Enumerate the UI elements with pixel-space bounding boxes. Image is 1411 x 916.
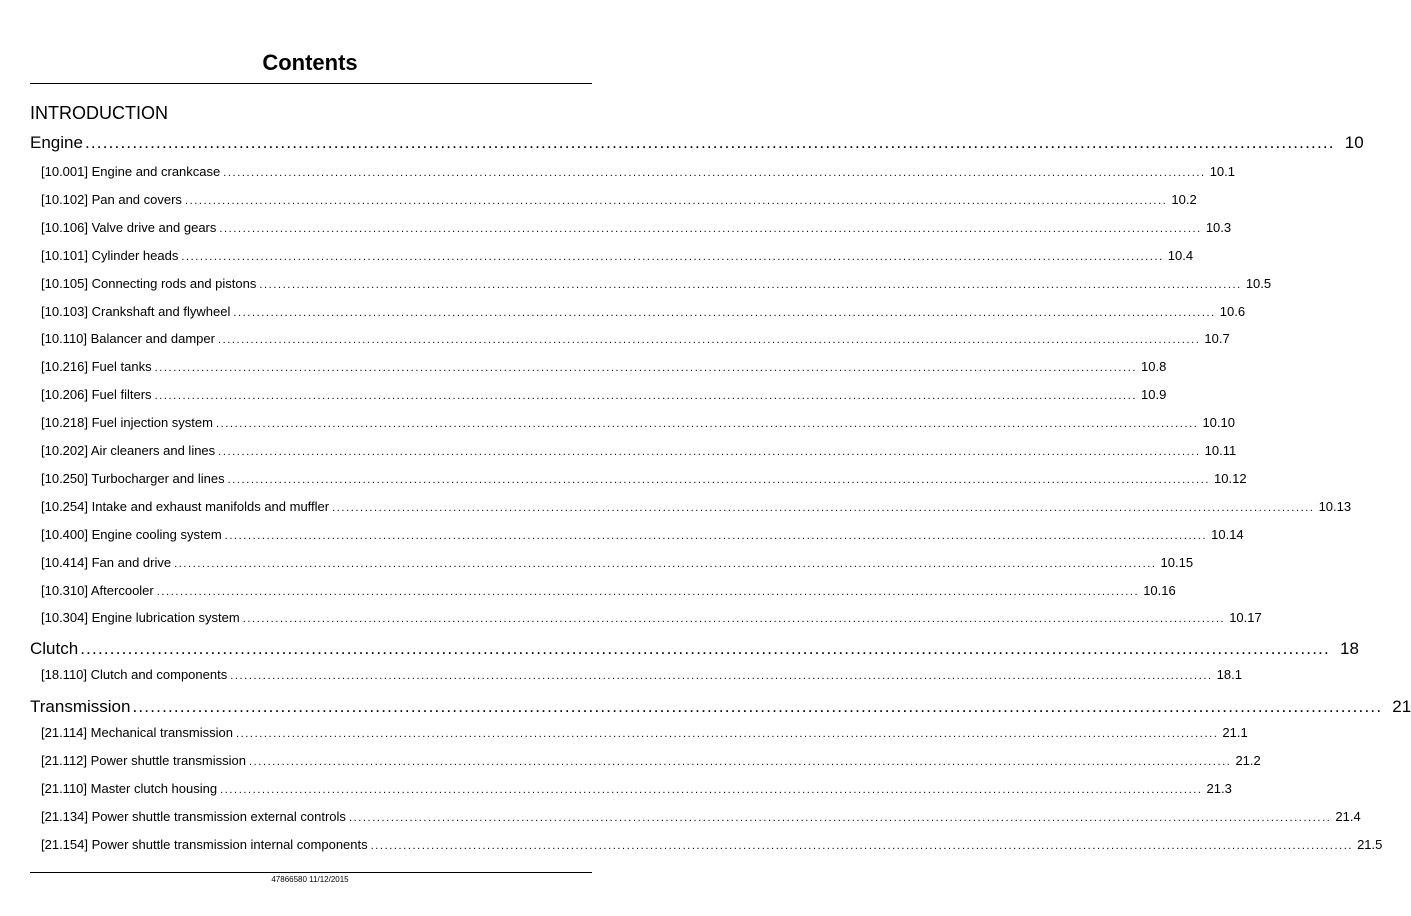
toc-entry-page: 10.4 bbox=[1167, 247, 1194, 263]
toc-entry-label: [10.414] Fan and drive bbox=[41, 554, 172, 570]
leader-dots: ................................................................................................................................................................................................................... bbox=[230, 670, 1213, 682]
toc-section[interactable] bbox=[30, 133, 1364, 153]
toc-entry[interactable] bbox=[41, 836, 1383, 852]
leader-dots: ................................................................................................................................................................................................................... bbox=[370, 839, 1354, 852]
toc-entry-page: 10.2 bbox=[1171, 191, 1197, 207]
toc-entry[interactable] bbox=[41, 498, 1352, 514]
toc-entry-label: [18.110] Clutch and components bbox=[41, 667, 228, 682]
toc-entry-label: [10.105] Connecting rods and pistons bbox=[41, 275, 257, 291]
toc-entry-page: 10.17 bbox=[1229, 610, 1262, 626]
toc-entry-page: 10.8 bbox=[1141, 359, 1167, 375]
toc-entry-page: 10.13 bbox=[1318, 498, 1352, 514]
toc-entry-label: [10.103] Crankshaft and flywheel bbox=[41, 303, 231, 319]
leader-dots: ................................................................................................................................................................................................................... bbox=[84, 133, 1335, 152]
toc-entry[interactable] bbox=[41, 667, 1242, 682]
toc-entry-label: [10.206] Fuel filters bbox=[41, 387, 152, 403]
toc-entry[interactable] bbox=[41, 359, 1167, 375]
toc-entry-label: [21.114] Mechanical transmission bbox=[41, 725, 233, 740]
toc-entry-page: 10.9 bbox=[1141, 387, 1167, 403]
toc-entry-page: 21.2 bbox=[1235, 752, 1261, 768]
toc-entry[interactable] bbox=[41, 331, 1230, 347]
toc-entry-page: 21.4 bbox=[1335, 808, 1361, 824]
leader-dots: ................................................................................................................................................................................................................... bbox=[233, 306, 1216, 319]
leader-dots: ................................................................................................................................................................................................................... bbox=[215, 418, 1199, 431]
leader-dots: ................................................................................................................................................................................................................... bbox=[217, 334, 1201, 347]
toc-entry-label: [21.112] Power shuttle transmission bbox=[41, 752, 246, 768]
leader-dots: ................................................................................................................................................................................................................... bbox=[219, 222, 1202, 235]
toc-entry-label: [10.110] Balancer and damper bbox=[41, 331, 215, 347]
toc-entry[interactable] bbox=[41, 752, 1261, 768]
leader-dots: ................................................................................................................................................................................................................... bbox=[220, 783, 1203, 796]
toc-entry-page: 10.1 bbox=[1209, 164, 1236, 179]
toc-entry-label: [10.101] Cylinder heads bbox=[41, 247, 179, 263]
toc-entry-label: [10.218] Fuel injection system bbox=[41, 415, 213, 431]
toc-entry-label: [21.110] Master clutch housing bbox=[41, 780, 218, 796]
toc-section[interactable] bbox=[30, 697, 1411, 717]
toc-entry-label: [21.154] Power shuttle transmission internal components bbox=[41, 836, 368, 852]
toc-section-label: Transmission bbox=[30, 697, 131, 716]
leader-dots: ................................................................................................................................................................................................................... bbox=[259, 278, 1242, 291]
leader-dots: ................................................................................................................................................................................................................... bbox=[235, 728, 1219, 740]
leader-dots: ................................................................................................................................................................................................................... bbox=[248, 755, 1232, 768]
toc-entry-label: [10.106] Valve drive and gears bbox=[41, 219, 217, 235]
toc-entry[interactable] bbox=[41, 219, 1232, 235]
toc-entry-label: [10.400] Engine cooling system bbox=[41, 526, 222, 542]
toc-entry[interactable] bbox=[41, 443, 1237, 458]
toc-entry[interactable] bbox=[41, 191, 1197, 207]
footer-rule bbox=[30, 872, 592, 873]
leader-dots: ................................................................................................................................................................................................................... bbox=[224, 529, 1208, 542]
toc-entry-label: [10.310] Aftercooler bbox=[41, 582, 154, 598]
leader-dots: ................................................................................................................................................................................................................... bbox=[132, 697, 1383, 716]
toc-entry-label: [21.134] Power shuttle transmission external controls bbox=[41, 808, 346, 824]
leader-dots: ................................................................................................................................................................................................................... bbox=[154, 362, 1138, 375]
toc-entry[interactable] bbox=[41, 808, 1361, 824]
toc-section-label: Engine bbox=[30, 133, 83, 152]
toc-entry-page: 10.11 bbox=[1204, 443, 1237, 458]
toc-entry-page: 10.3 bbox=[1205, 219, 1232, 235]
toc-section-page: 10 bbox=[1344, 133, 1364, 152]
toc-entry-page: 10.16 bbox=[1143, 582, 1176, 598]
toc-entry-page: 18.1 bbox=[1216, 667, 1242, 682]
toc-section-page: 21 bbox=[1392, 697, 1411, 716]
leader-dots: ................................................................................................................................................................................................................... bbox=[218, 446, 1201, 458]
toc-entry[interactable] bbox=[41, 526, 1244, 542]
footer-doc-id: 47866580 11/12/2015 bbox=[271, 875, 349, 884]
toc-entry[interactable] bbox=[41, 610, 1262, 626]
toc-entry-label: [10.001] Engine and crankcase bbox=[41, 164, 221, 179]
toc-entry[interactable] bbox=[41, 164, 1236, 179]
toc-entry-label: [10.250] Turbocharger and lines bbox=[41, 470, 225, 486]
page-title: Contents bbox=[262, 50, 358, 75]
toc-entry-page: 10.5 bbox=[1245, 275, 1272, 291]
toc-entry-label: [10.102] Pan and covers bbox=[41, 191, 182, 207]
leader-dots: ................................................................................................................................................................................................................... bbox=[227, 473, 1211, 486]
leader-dots: ................................................................................................................................................................................................................... bbox=[174, 557, 1157, 570]
toc-entry-page: 10.10 bbox=[1202, 415, 1235, 431]
toc-entry[interactable] bbox=[41, 275, 1272, 291]
introduction-heading: INTRODUCTION bbox=[30, 103, 168, 123]
leader-dots: ................................................................................................................................................................................................................... bbox=[332, 501, 1315, 514]
toc-entry-page: 10.7 bbox=[1204, 331, 1230, 347]
toc-entry-label: [10.254] Intake and exhaust manifolds and muffler bbox=[41, 498, 330, 514]
leader-dots: ................................................................................................................................................................................................................... bbox=[181, 250, 1164, 263]
leader-dots: ................................................................................................................................................................................................................... bbox=[348, 811, 1332, 824]
toc-entry-page: 10.15 bbox=[1160, 554, 1194, 570]
leader-dots: ................................................................................................................................................................................................................... bbox=[156, 585, 1140, 598]
toc-entry-label: [10.304] Engine lubrication system bbox=[41, 610, 240, 626]
toc-entry-page: 10.6 bbox=[1219, 303, 1246, 319]
toc-entry-page: 10.14 bbox=[1211, 526, 1244, 542]
leader-dots: ................................................................................................................................................................................................................... bbox=[184, 194, 1168, 207]
toc-entry-page: 10.12 bbox=[1214, 470, 1247, 486]
toc-entry[interactable] bbox=[41, 470, 1247, 486]
leader-dots: ................................................................................................................................................................................................................... bbox=[80, 639, 1330, 658]
toc-section-page: 18 bbox=[1339, 639, 1359, 658]
toc-entry[interactable] bbox=[41, 554, 1194, 570]
leader-dots: ................................................................................................................................................................................................................... bbox=[242, 613, 1226, 626]
toc-section[interactable] bbox=[30, 639, 1359, 659]
toc-entry-page: 21.1 bbox=[1222, 725, 1248, 740]
toc-entry-page: 21.3 bbox=[1206, 780, 1232, 796]
toc-entry[interactable] bbox=[41, 247, 1194, 263]
toc-entry[interactable] bbox=[41, 387, 1167, 403]
toc-entry[interactable] bbox=[41, 303, 1246, 319]
toc-entry[interactable] bbox=[41, 582, 1176, 598]
toc-entry-label: [10.216] Fuel tanks bbox=[41, 359, 152, 375]
toc-entry-label: [10.202] Air cleaners and lines bbox=[41, 443, 216, 458]
leader-dots: ................................................................................................................................................................................................................... bbox=[154, 390, 1138, 403]
toc-entry-page: 21.5 bbox=[1357, 836, 1383, 852]
toc-section-label: Clutch bbox=[30, 639, 79, 658]
leader-dots: ................................................................................................................................................................................................................... bbox=[223, 167, 1206, 179]
toc-entry[interactable] bbox=[41, 415, 1235, 431]
toc-entry[interactable] bbox=[41, 725, 1248, 740]
toc-entry[interactable] bbox=[41, 780, 1232, 796]
